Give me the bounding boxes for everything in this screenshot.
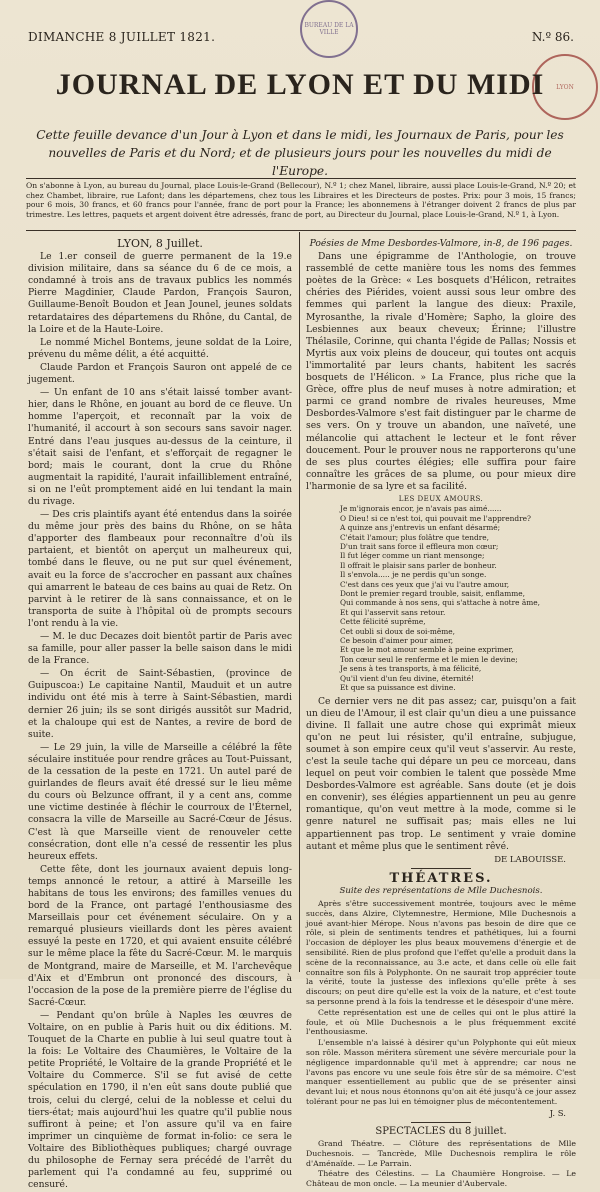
- article-paragraph: — Des cris plaintifs ayant été entendus dans la soirée du même jour près des bains du Rhône, on se hâta d'apporter des flambeaux pour reconnaître d'où ils partaient, et bientôt on aperçut un malheureux qui, tombé dans le fleuve, ou ne put sur quel événement, avait eu la force de s'accrocher en passant aux chaînes qui amarrent le bateau de ces bains au quai de Retz. On parvint à le retirer de là sans connaissance, et on le transporta de suite à l'hôpital où de prompts secours l'ont rendu à la vie.: [28, 509, 292, 629]
- poem-title: LES DEUX AMOURS.: [398, 494, 484, 503]
- poem-line: Et que le mot amour semble à peine exprimer,: [340, 645, 514, 655]
- spectacles-heading: SPECTACLES du 8 juillet.: [375, 1125, 507, 1137]
- poem-line: Et que sa puissance est divine.: [340, 683, 456, 693]
- divider: [26, 178, 576, 179]
- theatre-review: [306, 899, 576, 1107]
- stamp-text: LYON: [556, 83, 574, 91]
- divider: [26, 230, 576, 231]
- poem-line: D'un trait sans force il effleura mon cœur;: [340, 542, 499, 551]
- article-paragraph: — Un enfant de 10 ans s'était laissé tomber avant-hier, dans le Rhône, en jouant au bord de ce fleuve. Un homme l'aperçoit, et reconnaît par la voix de l'humanité, il accourt à son secours sans savoir nager. Entré dans l'eau jusques au-dessus de la ceinture, il s'était saisi de l'enfant, et s'efforçait de regagner le bord; mais le courant, dont la crue du Rhône augmentait la rapidité, l'aurait infailliblement entraîné, si on ne l'eût promptement aidé en lui tendant la main du rivage.: [28, 387, 292, 507]
- poem-line: Et qui l'asservit sans retour.: [340, 607, 446, 617]
- poem-line: Qui commande à nos sens, qui s'attache à notre âme,: [340, 598, 541, 608]
- theatres-subheading: Suite des représentations de Mlle Duchesnois.: [339, 885, 543, 896]
- article-paragraph: Le nommé Michel Bontems, jeune soldat de la Loire, prévenu du même délit, a été acquitté.: [28, 336, 292, 360]
- spectacle-entry: Grand Théatre. — Clôture des représentations de Mlle Duchesnois. — Tancrède, Mlle Duchesnois remplira le rôle d'Aménaïde. — Le Parrain.: [306, 1138, 576, 1168]
- author-signature: DE LABOUISSE.: [494, 854, 566, 865]
- article-paragraph: Claude Pardon et François Sauron ont appelé de ce jugement.: [28, 361, 292, 386]
- spectacles-list: [306, 1139, 576, 1189]
- article-paragraph: Cette représentation est une de celles qui ont le plus attiré la foule, et où Mlle Duchesnois a le plus fréquemment excité l'enthousiasme.: [306, 1007, 576, 1037]
- right-column: [306, 238, 576, 1190]
- stamp-text: BUREAU DE LA VILLE: [304, 22, 354, 36]
- poem-line: C'est dans ces yeux que j'ai vu l'autre amour,: [340, 579, 510, 589]
- article-paragraph: L'ensemble n'a laissé à désirer qu'un Polyphonte qui eût mieux son rôle. Masson méritera sûrement une sévère mercuriale pour la négligence impardonnable qu'il met à apprendre; car nous ne l'avons pas encore vu une seule fois être sûr de sa mémoire. C'est manquer essentiellement au public que de se présenter ainsi devant lui; et nous nous étonnons qu'on ait été jusqu'à ce jour assez tolérant pour ne pas lui en témoigner plus de mécontentement.: [306, 1038, 576, 1106]
- article-paragraph: Ce dernier vers ne dit pas assez; car, puisqu'on a fait un dieu de l'Amour, il est clair qu'un dieu a une puissance divine. Il fallait une autre chose qui exprimât mieux qu'on ne peut lui résister, qu'il entraîne, subjugue, soumet à son empire ceux qu'il veut s'asservir. Au reste, c'est la seule tache qui dépare un peu ce morceau, dans lequel on peut voir combien le talent que possède Mme Desbordes-Valmore est agréable. Sans doute (et je dois en convenir), ses élégies appartiennent un peu au genre romantique, qu'on veut mettre à la mode, comme si le genre naturel ne suffisait pas; mais elles ne lui appartiennent pas trop. Le sentiment y vraie domine autant et même plus que le sentiment rêvé.: [306, 695, 576, 852]
- article-paragraph: — On écrit de Saint-Sébastien, (province de Guipuscoa:) Le capitaine Nantil, Mauduit et un autre individu ont été mis à terre à Saint-Sébastien, mardi dernier 26 juin; ils se sont dirigés aussitôt sur Madrid, et la chaloupe qui est de Nantes, a revire de bord de suite.: [28, 668, 292, 740]
- article-paragraph: — Le 29 juin, la ville de Marseille a célébré la fête séculaire instituée pour rendre grâces au Tout-Puissant, de la cessation de la peste en 1721. Un autel paré de guirlandes de fleurs avait été dressé sur le lieu même du cours où Belzunce offrant, il y a cent ans, comme une victime destinée à fléchir le courroux de l'Éternel, consacra la ville de Marseille au Sacré-Cœur de Jésus. C'est là que Marseille vient de renouveler cette consécration, dont elle n'a cessé de ressentir les plus heureux effets.: [28, 741, 292, 862]
- library-stamp: [300, 0, 358, 58]
- poem-line: Cette félicité suprême,: [340, 617, 426, 627]
- article-paragraph: — Pendant qu'on brûle à Naples les œuvres de Voltaire, on en publie à Paris huit ou dix éditions. M. Touquet de la Charte en publie à lui seul quatre tout à la fois: Le Voltaire des Chaumières, le Voltaire de la petite Propriété, le Voltaire de la grande Propriété et le Voltaire du Commerce. S'il se fut avisé de cette spéculation en 1790, il n'en eût sans doute publié que trois, celui du clergé, celui de la noblesse et celui du tiers-état; mais aujourd'hui les quatre qu'il publie nous suffiront à peine; et l'on assure qu'il va en faire imprimer un cinquième de format in-folio: ce sera le Voltaire des Bibliothèques publiques; chargé ouvrage du philosophe de Fernay sera précédé de l'arrêt du parlement qui l'a condamné au feu, supprimé ou censuré.: [28, 1009, 292, 1191]
- poem-line: Ton cœur seul le renferme et le mien le devine;: [340, 654, 518, 664]
- poem: [306, 495, 576, 693]
- poem-line: Je sens à tes transports, à ma félicité,: [340, 664, 482, 674]
- divider: [411, 1122, 471, 1123]
- poem-line: A quinze ans j'entrevis un enfant désarmé;: [340, 523, 501, 533]
- poem-line: Je m'ignorais encor, je n'avais pas aimé......: [340, 504, 502, 514]
- author-signature: J. S.: [549, 1108, 566, 1119]
- poem-line: C'était l'amour; plus folâtre que tendre,: [340, 532, 489, 542]
- masthead-subtitle: Cette feuille devance d'un Jour à Lyon et dans le midi, les Journaux de Paris, pour les nouvelles de Paris et du Nord; et de plusieurs jours pour les nouvelles du midi de l'Europe.: [36, 128, 564, 178]
- article-paragraph: Cette fête, dont les journaux avaient depuis long-temps annoncé le retour, a attiré à Marseille les habitans de tous les environs; des familles venues du bord de la France, ont partagé l'enthousiasme des Marseillais pour cet événement séculaire. On y a remarqué plusieurs vieillards dont les pères avaient essuyé la peste en 1720, et qui avaient ensuite célébré sur le même place la fête du Sacré-Cœur. M. le marquis de Montgrand, maire de Marseille, et M. l'archevêque d'Aix et d'Embrun ont prononcé des discours, à l'occasion de la pose de la première pierre de l'église du Sacré-Cœur.: [28, 863, 292, 1008]
- subscription-notice: On s'abonne à Lyon, au bureau du Journal, place Louis-le-Grand (Bellecour), N.º 1; chez Manel, libraire, aussi place Louis-le-Grand, N.º 20; et chez Chambet, libraire, rue Lafont; dans les départemens, chez tous les Libraires et les Directeurs de postes. Prix: pour 3 mois, 15 francs; pour 6 mois, 30 francs, et 60 francs pour l'année, franc de port pour la France; les abonnemens à l'étranger doivent 2 francs de plus par trimestre. Les lettres, paquets et argent doivent être adressés, franc de port, au Directeur du Journal, place Louis-le-Grand, N.º 1, à Lyon.: [26, 181, 576, 219]
- article-paragraph: — M. le duc Decazes doit bientôt partir de Paris avec sa famille, pour aller passer la belle saison dans le midi de la France.: [28, 631, 292, 667]
- poem-line: Cet oubli si doux de soi-même,: [340, 626, 455, 636]
- column-divider: [299, 232, 300, 972]
- book-review-heading: Poésies de Mme Desbordes-Valmore, in-8, de 196 pages.: [309, 238, 573, 249]
- theatres-heading: THÉATRES.: [389, 870, 493, 886]
- article-paragraph: Dans une épigramme de l'Anthologie, on trouve rassemblé de cette manière tous les noms des femmes poètes de la Grèce: « Les bosquets d'Hélicon, retraites chéries des Piérides, voient aussi sous leur ombre des femmes qui parlent la langue des dieux: Praxile, Myrosanthe, la rivale d'Homère; Sapho, la gloire des Lesbiennes aux beaux cheveux; Érinne; l'illustre Thélasile, Corinne, qui chanta l'égide de Pallas; Nossis et Myrtis aux voix pleins de douceur, qui toutes ont acquis l'immortalité par leurs chants, habitent les sacrés bosquets de l'Hélicon. » La France, plus riche que la Grèce, offre plus de neuf muses à notre admiration; et parmi ce grand nombre de rivales heureuses, Mme Desbordes-Valmore s'est fait distinguer par le charme de ses vers. On y trouve un abandon, une naïveté, une mélancolie qui attachent le lecteur et le font rêver doucement. Pour le prouver nous ne rapporterons qu'une de ses plus courtes élégies; elle suffira pour faire connaître les grâces de sa plume, ou pour mieux dire l'harmonie de sa lyre et sa facilité.: [306, 251, 576, 492]
- article-paragraph: Après s'être successivement montrée, toujours avec le même succès, dans Alzire, Clytemnestre, Hermione, Mlle Duchesnois a joué avant-hier Mérope. Nous n'avons pas besoin de dire que ce rôle, si plein de sentiments tendres et pathétiques, lui a fourni l'occasion de déployer les plus beaux mouvemens d'énergie et de sensibilité. Rien de plus profond que l'effet qu'elle a produit dans la scène de la reconnaissance, au 3.e acte, et dans celle où elle fait connaître son fils à Polyphonte. On ne saurait trop apprécier toute la vérité, toute la justesse des inflexions qu'elle prête à ses discours; on peut dire qu'elle est la voix de la nature, et c'est toute sa personne prend à la fois la tendresse et le désespoir d'une mère.: [306, 899, 576, 1006]
- issue-number: N.º 86.: [531, 30, 574, 44]
- article-paragraph: Le 1.er conseil de guerre permanent de la 19.e division militaire, dans sa séance du 6 de ce mois, a condamné à trois ans de travaux publics les nommés Pierre Magdinier, Claude Pardon, François Sauron, Guillaume-Benoît Boudon et Jean Jounel, jeunes soldats retardataires des départemens du Rhône, du Cantal, de la Loire et de la Haute-Loire.: [28, 251, 292, 335]
- section-heading: LYON, 8 Juillet.: [117, 237, 203, 250]
- poem-line: Il offrait le plaisir sans parler de bonheur.: [340, 560, 497, 570]
- poem-line: Ce besoin d'aimer pour aimer,: [340, 636, 454, 646]
- poem-line: Il s'envola..... je ne perdis qu'un songe.: [340, 570, 487, 580]
- divider: [411, 868, 471, 869]
- issue-date: DIMANCHE 8 JUILLET 1821.: [28, 30, 216, 44]
- spectacle-entry: Théatre des Célestins. — La Chaumière Hongroise. — Le Château de mon oncle. — La meunier d'Aubervale.: [306, 1169, 576, 1189]
- poem-line: Il fut léger comme un riant mensonge;: [340, 551, 485, 561]
- masthead-title: JOURNAL DE LYON ET DU MIDI: [55, 68, 545, 101]
- poem-line: Qu'il vient d'un feu divine, éternité!: [340, 673, 474, 683]
- left-column: [28, 238, 292, 1192]
- poem-line: Dont le premier regard trouble, saisit, enflamme,: [340, 589, 525, 599]
- poem-line: O Dieu! si ce n'est toi, qui pouvait me l'apprendre?: [340, 513, 531, 523]
